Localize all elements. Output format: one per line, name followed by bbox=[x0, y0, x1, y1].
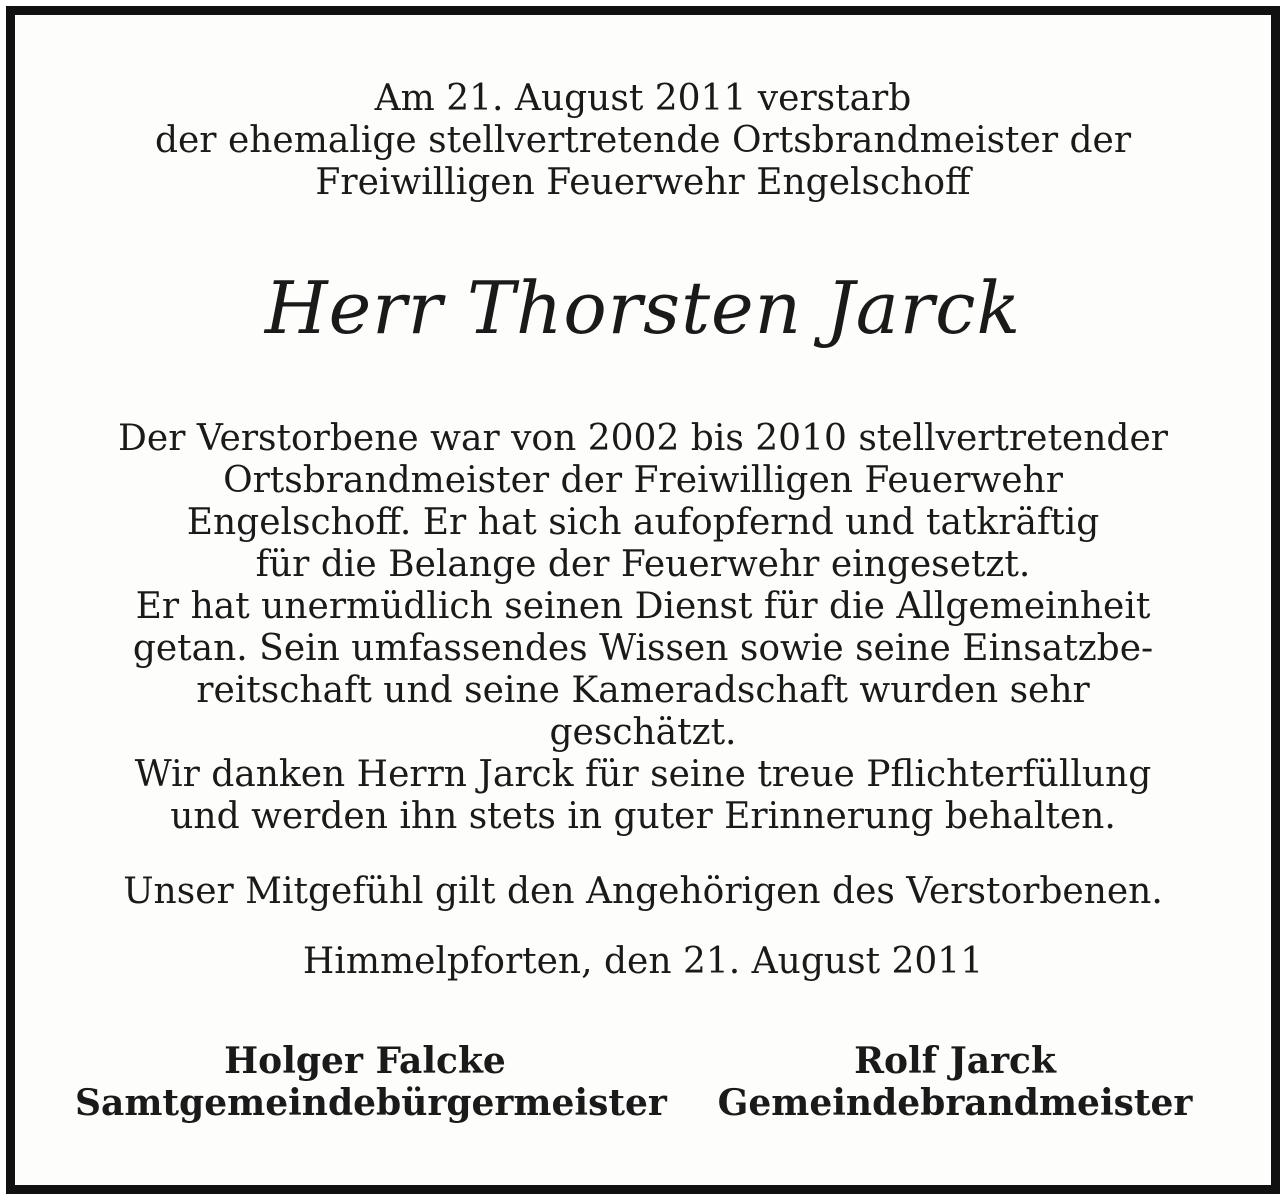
signatory-name: Holger Falcke bbox=[224, 1040, 506, 1082]
tribute-line: und werden ihn stets in guter Erinnerung behalten. bbox=[170, 796, 1116, 837]
intro-line: Am 21. August 2011 verstarb bbox=[374, 78, 912, 119]
tribute-line: Der Verstorbene war von 2002 bis 2010 stellvertretender bbox=[118, 418, 1168, 459]
tribute-line: Ortsbrandmeister der Freiwilligen Feuerwehr bbox=[223, 460, 1063, 501]
tribute-line: Er hat unermüdlich seinen Dienst für die Allgemeinheit bbox=[135, 586, 1151, 627]
intro-line: Freiwilligen Feuerwehr Engelschoff bbox=[315, 162, 971, 203]
intro-line: der ehemalige stellvertretende Ortsbrandmeister der bbox=[154, 120, 1132, 161]
intro-block bbox=[15, 78, 1271, 204]
signatory-title: Samtgemeindebürgermeister bbox=[75, 1082, 667, 1124]
signature-right bbox=[695, 1040, 1215, 1124]
signatory-name: Rolf Jarck bbox=[854, 1040, 1056, 1082]
sympathy-statement: Unser Mitgefühl gilt den Angehörigen des Verstorbenen. bbox=[123, 871, 1163, 912]
deceased-name: Herr Thorsten Jarck bbox=[264, 266, 1022, 350]
place-and-date: Himmelpforten, den 21. August 2011 bbox=[302, 941, 984, 982]
tribute-line: Wir danken Herrn Jarck für seine treue Pflichterfüllung bbox=[134, 754, 1152, 795]
tribute-line: getan. Sein umfassendes Wissen sowie seine Einsatzbe- bbox=[132, 628, 1154, 669]
signature-left bbox=[75, 1040, 667, 1124]
tribute-line: reitschaft und seine Kameradschaft wurden sehr bbox=[196, 670, 1090, 711]
signatory-title: Gemeindebrandmeister bbox=[717, 1082, 1193, 1124]
tribute-line: für die Belange der Feuerwehr eingesetzt. bbox=[255, 544, 1031, 585]
tribute-line: geschätzt. bbox=[549, 712, 737, 753]
tribute-line: Engelschoff. Er hat sich aufopfernd und tatkräftig bbox=[186, 502, 1100, 543]
obituary-notice bbox=[6, 6, 1280, 1194]
tribute-text bbox=[15, 418, 1271, 838]
